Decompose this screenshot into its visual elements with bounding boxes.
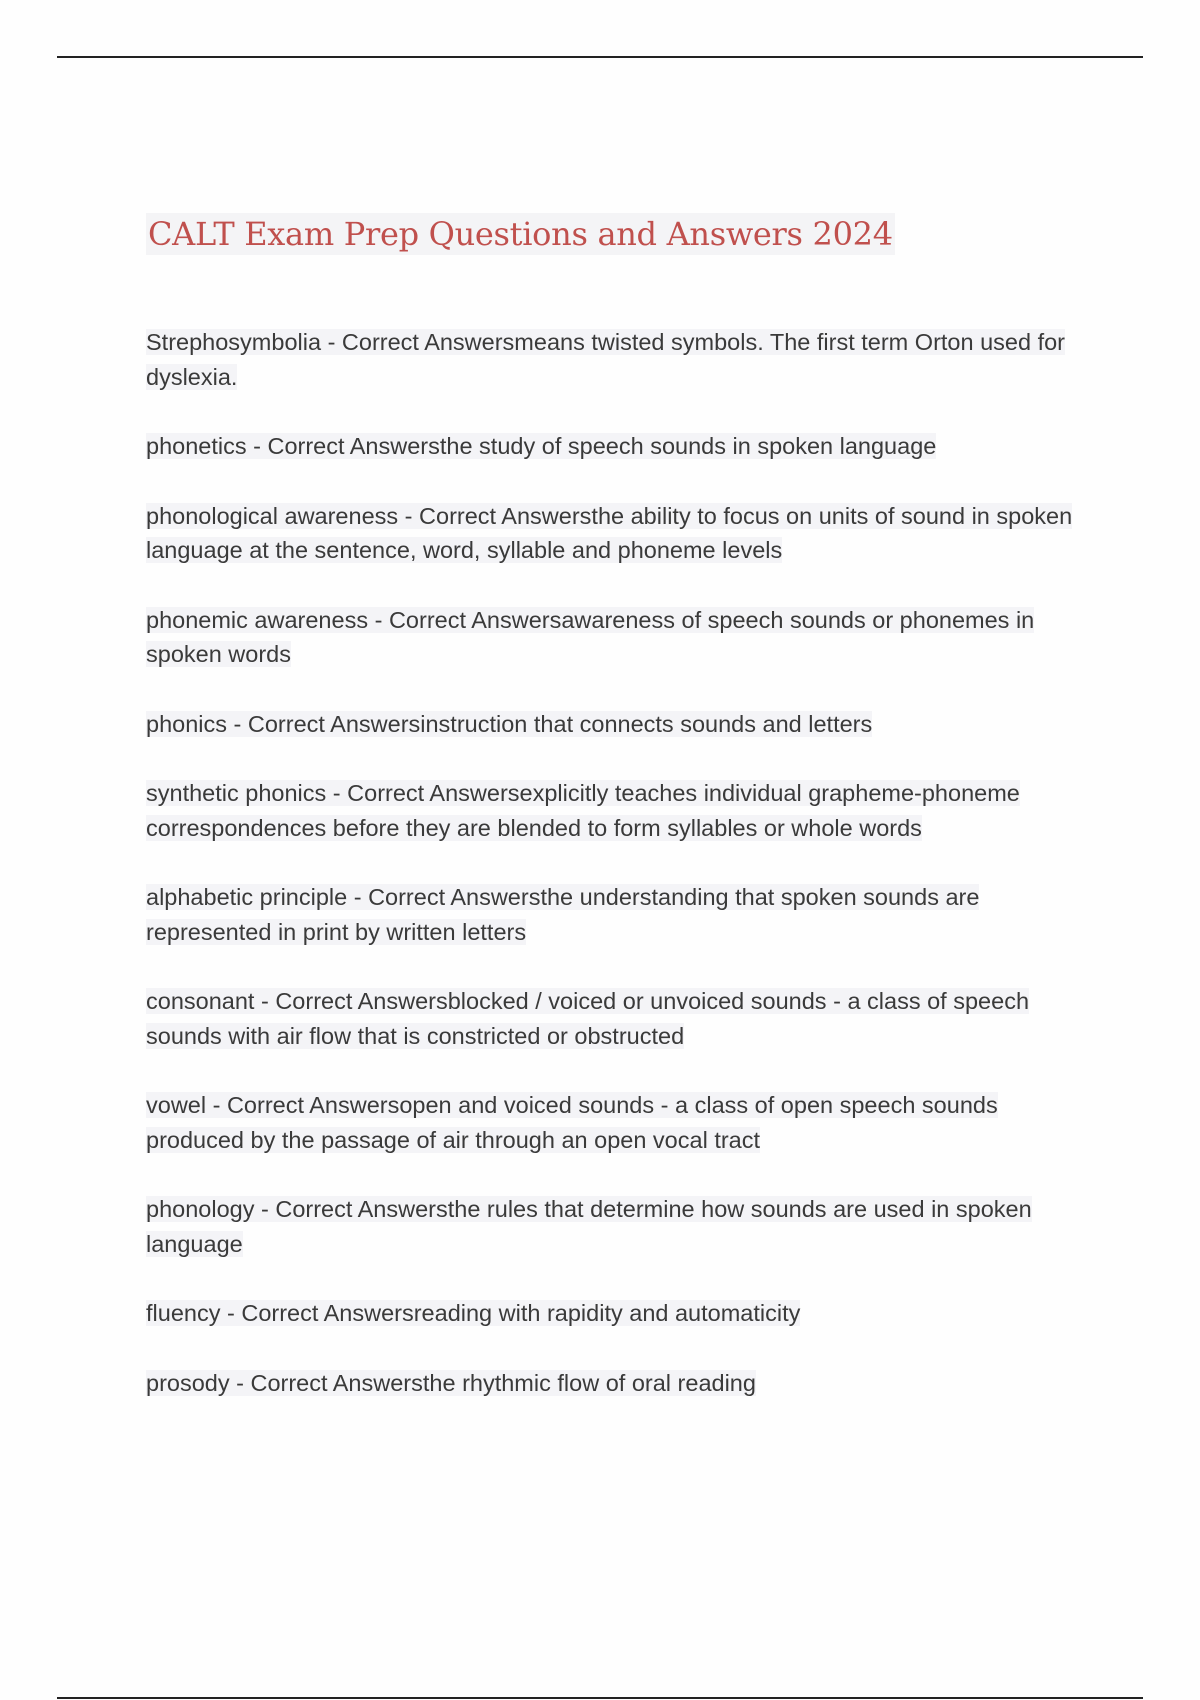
- qa-entry-text: phonics - Correct Answersinstruction that connects sounds and letters: [146, 710, 873, 737]
- qa-entry: [146, 984, 1096, 1053]
- qa-entry: [146, 603, 1096, 672]
- qa-entry-text: fluency - Correct Answersreading with rapidity and automaticity: [146, 1300, 801, 1326]
- qa-entry-text: phonetics - Correct Answersthe study of speech sounds in spoken language: [146, 433, 937, 459]
- qa-entry: [146, 429, 1096, 464]
- qa-entry: [146, 1296, 1096, 1331]
- qa-entry-text: Strephosymbolia - Correct Answersmeans twisted symbols. The first term Orton used for dyslexia.: [146, 329, 1066, 390]
- qa-entry: [146, 499, 1096, 568]
- qa-entry-text: consonant - Correct Answersblocked / voiced or unvoiced sounds - a class of speech sounds with air flow that is constricted or obstructed: [146, 988, 1030, 1049]
- header-rule: [57, 56, 1143, 58]
- qa-entry: [146, 1366, 1096, 1401]
- qa-entry-text: phonology - Correct Answersthe rules that determine how sounds are used in spoken language: [146, 1196, 1032, 1257]
- qa-entry: [146, 776, 1096, 845]
- qa-entry-text: phonological awareness - Correct Answersthe ability to focus on units of sound in spoken language at the sentence, word, syllable and phoneme levels: [146, 502, 1073, 563]
- qa-entry: [146, 1192, 1096, 1261]
- footer-rule: [57, 1697, 1143, 1699]
- qa-entry: [146, 1088, 1096, 1157]
- qa-entry-text: synthetic phonics - Correct Answersexplicitly teaches individual grapheme-phoneme correspondences before they are blended to form syllables or whole words: [146, 780, 1020, 841]
- qa-entry: [146, 707, 1096, 742]
- qa-list: [146, 325, 1096, 1435]
- qa-entry-text: prosody - Correct Answersthe rhythmic flow of oral reading: [146, 1369, 756, 1396]
- qa-entry: [146, 325, 1096, 394]
- qa-entry: [146, 880, 1096, 949]
- qa-entry-text: phonemic awareness - Correct Answersawareness of speech sounds or phonemes in spoken words: [146, 606, 1035, 667]
- document-title-text: CALT Exam Prep Questions and Answers 2024: [148, 215, 893, 253]
- document-title: [146, 212, 895, 256]
- qa-entry-text: alphabetic principle - Correct Answersthe understanding that spoken sounds are represented in print by written letters: [146, 884, 980, 945]
- qa-entry-text: vowel - Correct Answersopen and voiced sounds - a class of open speech sounds produced by the passage of air through an open vocal tract: [146, 1092, 998, 1153]
